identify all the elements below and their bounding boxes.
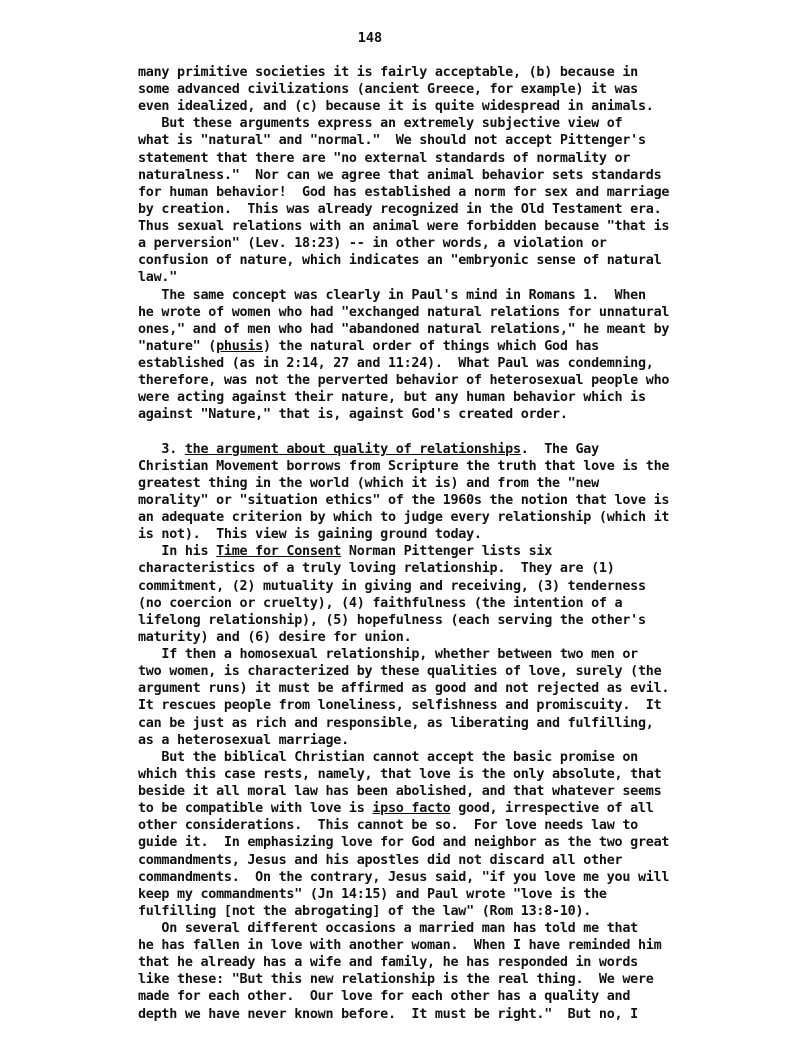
text-line: established (as in 2:14, 27 and 11:24). What Paul was condemning, [138, 356, 654, 372]
text-line: But these arguments express an extremely subjective view of [138, 116, 623, 132]
text-line: The same concept was clearly in Paul's mind in Romans 1. When [138, 287, 646, 303]
text-line: commandments, Jesus and his apostles did not discard all other [138, 852, 623, 868]
text-line: two women, is characterized by these qualities of love, surely (the [138, 664, 662, 680]
text-line: guide it. In emphasizing love for God and neighbor as the two great [138, 835, 670, 851]
text-line: But the biblical Christian cannot accept the basic promise on [138, 749, 638, 765]
text-line: depth we have never known before. It must be right." But no, I [138, 1006, 638, 1022]
underlined-phrase: Time for Consent [216, 544, 342, 560]
text-line: can be just as rich and responsible, as liberating and fulfilling, [138, 715, 654, 731]
text-line: other considerations. This cannot be so. For love needs law to [138, 818, 638, 834]
text-line: by creation. This was already recognized in the Old Testament era. [138, 201, 662, 217]
text-line: greatest thing in the world (which it is) and from the "new [138, 475, 599, 491]
text-line: On several different occasions a married man has told me that [138, 921, 638, 936]
text-line: a perversion" (Lev. 18:23) -- in other words, a violation or [138, 236, 607, 252]
text-line: statement that there are "no external standards of normality or [138, 150, 631, 166]
text-line: maturity) and (6) desire for union. [138, 629, 412, 645]
text-line: beside it all moral law has been abolished, and that whatever seems [138, 784, 662, 800]
text-line: ones," and of men who had "abandoned natural relations," he meant by [138, 321, 670, 337]
text-line: It rescues people from loneliness, selfishness and promiscuity. It [138, 698, 662, 714]
text-line: is not). This view is gaining ground today. [138, 527, 482, 543]
text-line: were acting against their nature, but any human behavior which is [138, 390, 646, 406]
text-line: he wrote of women who had "exchanged natural relations for unnatural [138, 304, 670, 320]
underlined-phrase: phusis [216, 338, 263, 354]
text-line: lifelong relationship), (5) hopefulness (each serving the other's [138, 612, 646, 628]
text-line: to be compatible with love is ipso facto good, irrespective of all [138, 801, 654, 817]
text-line: some advanced civilizations (ancient Greece, for example) it was [138, 82, 638, 98]
text-line: therefore, was not the perverted behavior of heterosexual people who [138, 373, 670, 389]
text-line: commitment, (2) mutuality in giving and receiving, (3) tenderness [138, 578, 646, 594]
text-line: many primitive societies it is fairly acceptable, (b) because in [138, 65, 638, 80]
text-line: that he already has a wife and family, he has responded in words [138, 955, 638, 971]
text-line: confusion of nature, which indicates an "embryonic sense of natural [138, 253, 662, 269]
underlined-phrase: ipso facto [372, 801, 451, 817]
text-line: Thus sexual relations with an animal were forbidden because "that is [138, 219, 670, 235]
text-line: (no coercion or cruelty), (4) faithfulness (the intention of a [138, 595, 623, 611]
text-line: Christian Movement borrows from Scripture the truth that love is the [138, 458, 670, 474]
text-line: for human behavior! God has established a norm for sex and marriage [138, 184, 670, 200]
text-line: In his Time for Consent Norman Pittenger lists six [138, 544, 553, 560]
text-line: made for each other. Our love for each other has a quality and [138, 989, 631, 1005]
text-line: like these: "But this new relationship is the real thing. We were [138, 972, 654, 988]
text-line: law." [138, 270, 178, 286]
text-line: If then a homosexual relationship, whether between two men or [138, 647, 638, 663]
underlined-phrase: the argument about quality of relationships [184, 441, 521, 457]
text-line: even idealized, and (c) because it is quite widespread in animals. [138, 99, 654, 115]
text-line: commandments. On the contrary, Jesus said, "if you love me you will [138, 869, 670, 885]
text-line: 3. the argument about quality of relationships. The Gay [138, 441, 599, 457]
text-line: he has fallen in love with another woman. When I have reminded him [138, 938, 662, 954]
text-line: against "Nature," that is, against God's created order. [138, 407, 568, 423]
text-line: keep my commandments" (Jn 14:15) and Paul wrote "love is the [138, 886, 607, 902]
text-line: characteristics of a truly loving relationship. They are (1) [138, 561, 615, 577]
page-number: 148 [357, 30, 383, 46]
text-line: naturalness." Nor can we agree that animal behavior sets standards [138, 167, 662, 183]
text-line: argument runs) it must be affirmed as good and not rejected as evil. [138, 681, 670, 697]
text-line: as a heterosexual marriage. [138, 732, 349, 748]
text-line: an adequate criterion by which to judge every relationship (which it [138, 510, 670, 526]
text-line: fulfilling [not the abrogating] of the law" (Rom 13:8-10). [138, 903, 592, 919]
text-line: what is "natural" and "normal." We should not accept Pittenger's [138, 133, 646, 149]
text-line: which this case rests, namely, that love is the only absolute, that [138, 766, 662, 782]
text-line: "nature" (phusis) the natural order of things which God has [138, 338, 599, 354]
text-line: morality" or "situation ethics" of the 1960s the notion that love is [138, 493, 670, 508]
